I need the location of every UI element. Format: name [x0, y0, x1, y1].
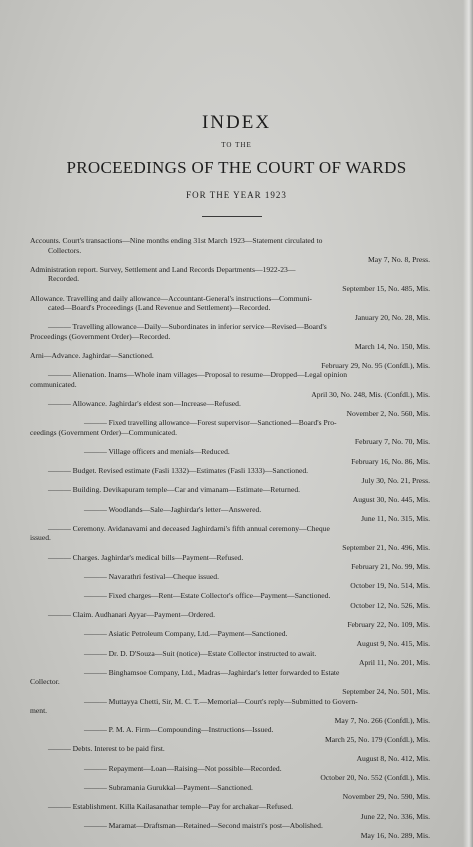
- entry-text: ceedings (Government Order)—Communicated.: [30, 427, 177, 437]
- entry-text: Accounts. Court's transactions—Nine months ending 31st March 1923—Statement circulated to: [30, 236, 323, 245]
- title-rule: [202, 216, 262, 217]
- entry-text: communicated.: [30, 379, 77, 389]
- index-entry: [30, 265, 430, 294]
- index-entry: [30, 821, 430, 840]
- entry-text: Allowance. Travelling and daily allowance—Accountant-General's instructions—Communi-: [30, 293, 312, 303]
- index-entry: [30, 370, 430, 399]
- entry-reference: February 7, No. 70, Mis.: [354, 437, 430, 447]
- index-entry: [30, 466, 430, 485]
- index-entry: [30, 591, 430, 610]
- entry-reference: February 29, No. 95 (Confdl.), Mis.: [321, 360, 430, 370]
- entry-text: ——— Charges. Jaghirdar's medical bills—Payment—Refused.: [48, 552, 244, 562]
- to-the-label: TO THE: [221, 141, 252, 149]
- entry-text: Recorded.: [48, 274, 79, 284]
- entry-text: ——— Budget. Revised estimate (Fasli 1332)—Estimates (Fasli 1333)—Sanctioned.: [48, 466, 309, 476]
- entry-reference: August 8, No. 412, Mis.: [356, 754, 430, 764]
- entry-text: ——— Binghamsoe Company, Ltd., Madras—Jaghirdar's letter forwarded to Estate: [84, 667, 340, 677]
- index-entry: [30, 668, 430, 697]
- entry-reference: October 19, No. 514, Mis.: [350, 581, 430, 591]
- index-entry: [30, 524, 430, 553]
- entry-text: ——— Woodlands—Sale—Jaghirdar's letter—Answered.: [84, 504, 262, 514]
- entry-reference: September 15, No. 485, Mis.: [342, 283, 430, 293]
- index-heading: INDEX: [201, 112, 272, 133]
- entry-reference: January 20, No. 28, Mis.: [354, 312, 430, 322]
- entry-text: ——— Dr. D. D'Souza—Suit (notice)—Estate Collector instructed to await.: [84, 648, 317, 658]
- entry-text: Proceedings (Government Order)—Recorded.: [30, 331, 171, 341]
- index-entry: [30, 572, 430, 591]
- entry-text: Arni—Advance. Jaghirdar—Sanctioned.: [30, 351, 154, 361]
- entry-reference: May 7, No. 266 (Confdl.), Mis.: [334, 715, 430, 725]
- index-entry: [30, 322, 430, 351]
- entry-reference: November 2, No. 560, Mis.: [346, 408, 430, 418]
- entry-reference: February 21, No. 99, Mis.: [351, 562, 430, 572]
- entry-text: ——— Allowance. Jaghirdar's eldest son—Increase—Refused.: [48, 399, 241, 409]
- entry-text: ——— Ceremony. Avidanavami and deceased Jaghirdarni's fifth annual ceremony—Cheque: [48, 523, 330, 533]
- index-entry: [30, 802, 430, 821]
- entry-reference: February 16, No. 86, Mis.: [351, 456, 430, 466]
- entry-reference: March 25, No. 179 (Confdl.), Mis.: [324, 734, 430, 744]
- entry-text: ——— Alienation. Inams—Whole inam villages—Proposal to resume—Dropped—Legal opinion: [48, 370, 348, 380]
- index-entry: [30, 505, 430, 524]
- index-entry: [30, 649, 430, 668]
- index-entry: [30, 725, 430, 744]
- index-entries: [30, 236, 430, 840]
- entry-text: ——— Repayment—Loan—Raising—Not possible—Recorded.: [84, 763, 282, 773]
- entry-text: Administration report. Survey, Settlement and Land Records Departments—1922-23—: [30, 264, 296, 274]
- entry-reference: April 11, No. 201, Mis.: [358, 658, 430, 668]
- entry-reference: November 29, No. 590, Mis.: [342, 792, 430, 802]
- entry-text: ——— P. M. A. Firm—Compounding—Instructions—Issued.: [84, 725, 274, 735]
- index-entry: [30, 629, 430, 648]
- entry-reference: February 22, No. 109, Mis.: [347, 619, 430, 629]
- year-subtitle: FOR THE YEAR 1923: [186, 190, 287, 200]
- entry-text: ——— Maramat—Draftsman—Retained—Second maistri's post—Abolished.: [84, 821, 323, 831]
- entry-reference: August 30, No. 445, Mis.: [352, 495, 430, 505]
- entry-text: ——— Navarathri festival—Cheque issued.: [84, 571, 219, 581]
- entry-reference: June 11, No. 315, Mis.: [361, 514, 430, 524]
- index-entry: [30, 399, 430, 418]
- entry-text: ——— Fixed travelling allowance—Forest supervisor—Sanctioned—Board's Pro-: [84, 418, 337, 428]
- entry-text: ——— Travelling allowance—Daily—Subordinates in inferior service—Revised—Board's: [48, 322, 327, 332]
- entry-reference: September 21, No. 496, Mis.: [342, 543, 430, 552]
- entry-text: issued.: [30, 533, 51, 543]
- entry-text: ——— Establishment. Killa Kailasanathar temple—Pay for archakar—Refused.: [48, 802, 294, 812]
- entry-text: ——— Village officers and menials—Reduced.: [84, 447, 230, 457]
- entry-reference: May 16, No. 289, Mis.: [360, 830, 430, 840]
- index-entry: [30, 418, 430, 447]
- entry-text: ——— Asiatic Petroleum Company, Ltd.—Payment—Sanctioned.: [84, 629, 288, 639]
- index-entry: [30, 294, 430, 323]
- entry-reference: April 30, No. 248, Mis. (Confdl.), Mis.: [311, 389, 430, 399]
- entry-text: ——— Subramania Gurukkal—Payment—Sanctioned.: [84, 782, 253, 792]
- index-entry: [30, 351, 430, 370]
- index-entry: [30, 764, 430, 783]
- entry-reference: March 14, No. 150, Mis.: [354, 341, 430, 351]
- index-entry: [30, 610, 430, 629]
- index-entry: [30, 783, 430, 802]
- entry-text: ——— Debts. Interest to be paid first.: [48, 744, 165, 754]
- entry-reference: May 7, No. 8, Press.: [367, 255, 430, 265]
- entry-text: ment.: [30, 706, 48, 716]
- entry-reference: June 22, No. 336, Mis.: [360, 811, 430, 821]
- index-entry: [30, 744, 430, 763]
- page-title: PROCEEDINGS OF THE COURT OF WARDS: [66, 158, 407, 177]
- entry-text: Collector.: [30, 677, 60, 687]
- entry-text: ——— Claim. Audhanari Ayyar—Payment—Ordered.: [48, 610, 215, 620]
- index-entry: [30, 553, 430, 572]
- entry-text: ——— Muttayya Chetti, Sir, M. C. T.—Memorial—Court's reply—Submitted to Govern-: [84, 696, 358, 706]
- index-entry: [30, 447, 430, 466]
- index-entry: [30, 236, 430, 265]
- entry-reference: October 20, No. 552 (Confdl.), Mis.: [320, 773, 430, 783]
- entry-text: cated—Board's Proceedings (Land Revenue and Settlement)—Recorded.: [48, 303, 271, 313]
- entry-reference: September 24, No. 501, Mis.: [342, 686, 430, 696]
- entry-reference: August 9, No. 415, Mis.: [356, 638, 430, 648]
- entry-reference: July 30, No. 21, Press.: [361, 475, 430, 485]
- index-entry: [30, 697, 430, 726]
- entry-reference: October 12, No. 526, Mis.: [350, 600, 430, 610]
- entry-text: ——— Fixed charges—Rent—Estate Collector's office—Payment—Sanctioned.: [84, 590, 331, 600]
- entry-text: Collectors.: [48, 245, 82, 255]
- index-entry: [30, 485, 430, 504]
- entry-text: ——— Building. Devikapuram temple—Car and vimanam—Estimate—Returned.: [48, 485, 301, 495]
